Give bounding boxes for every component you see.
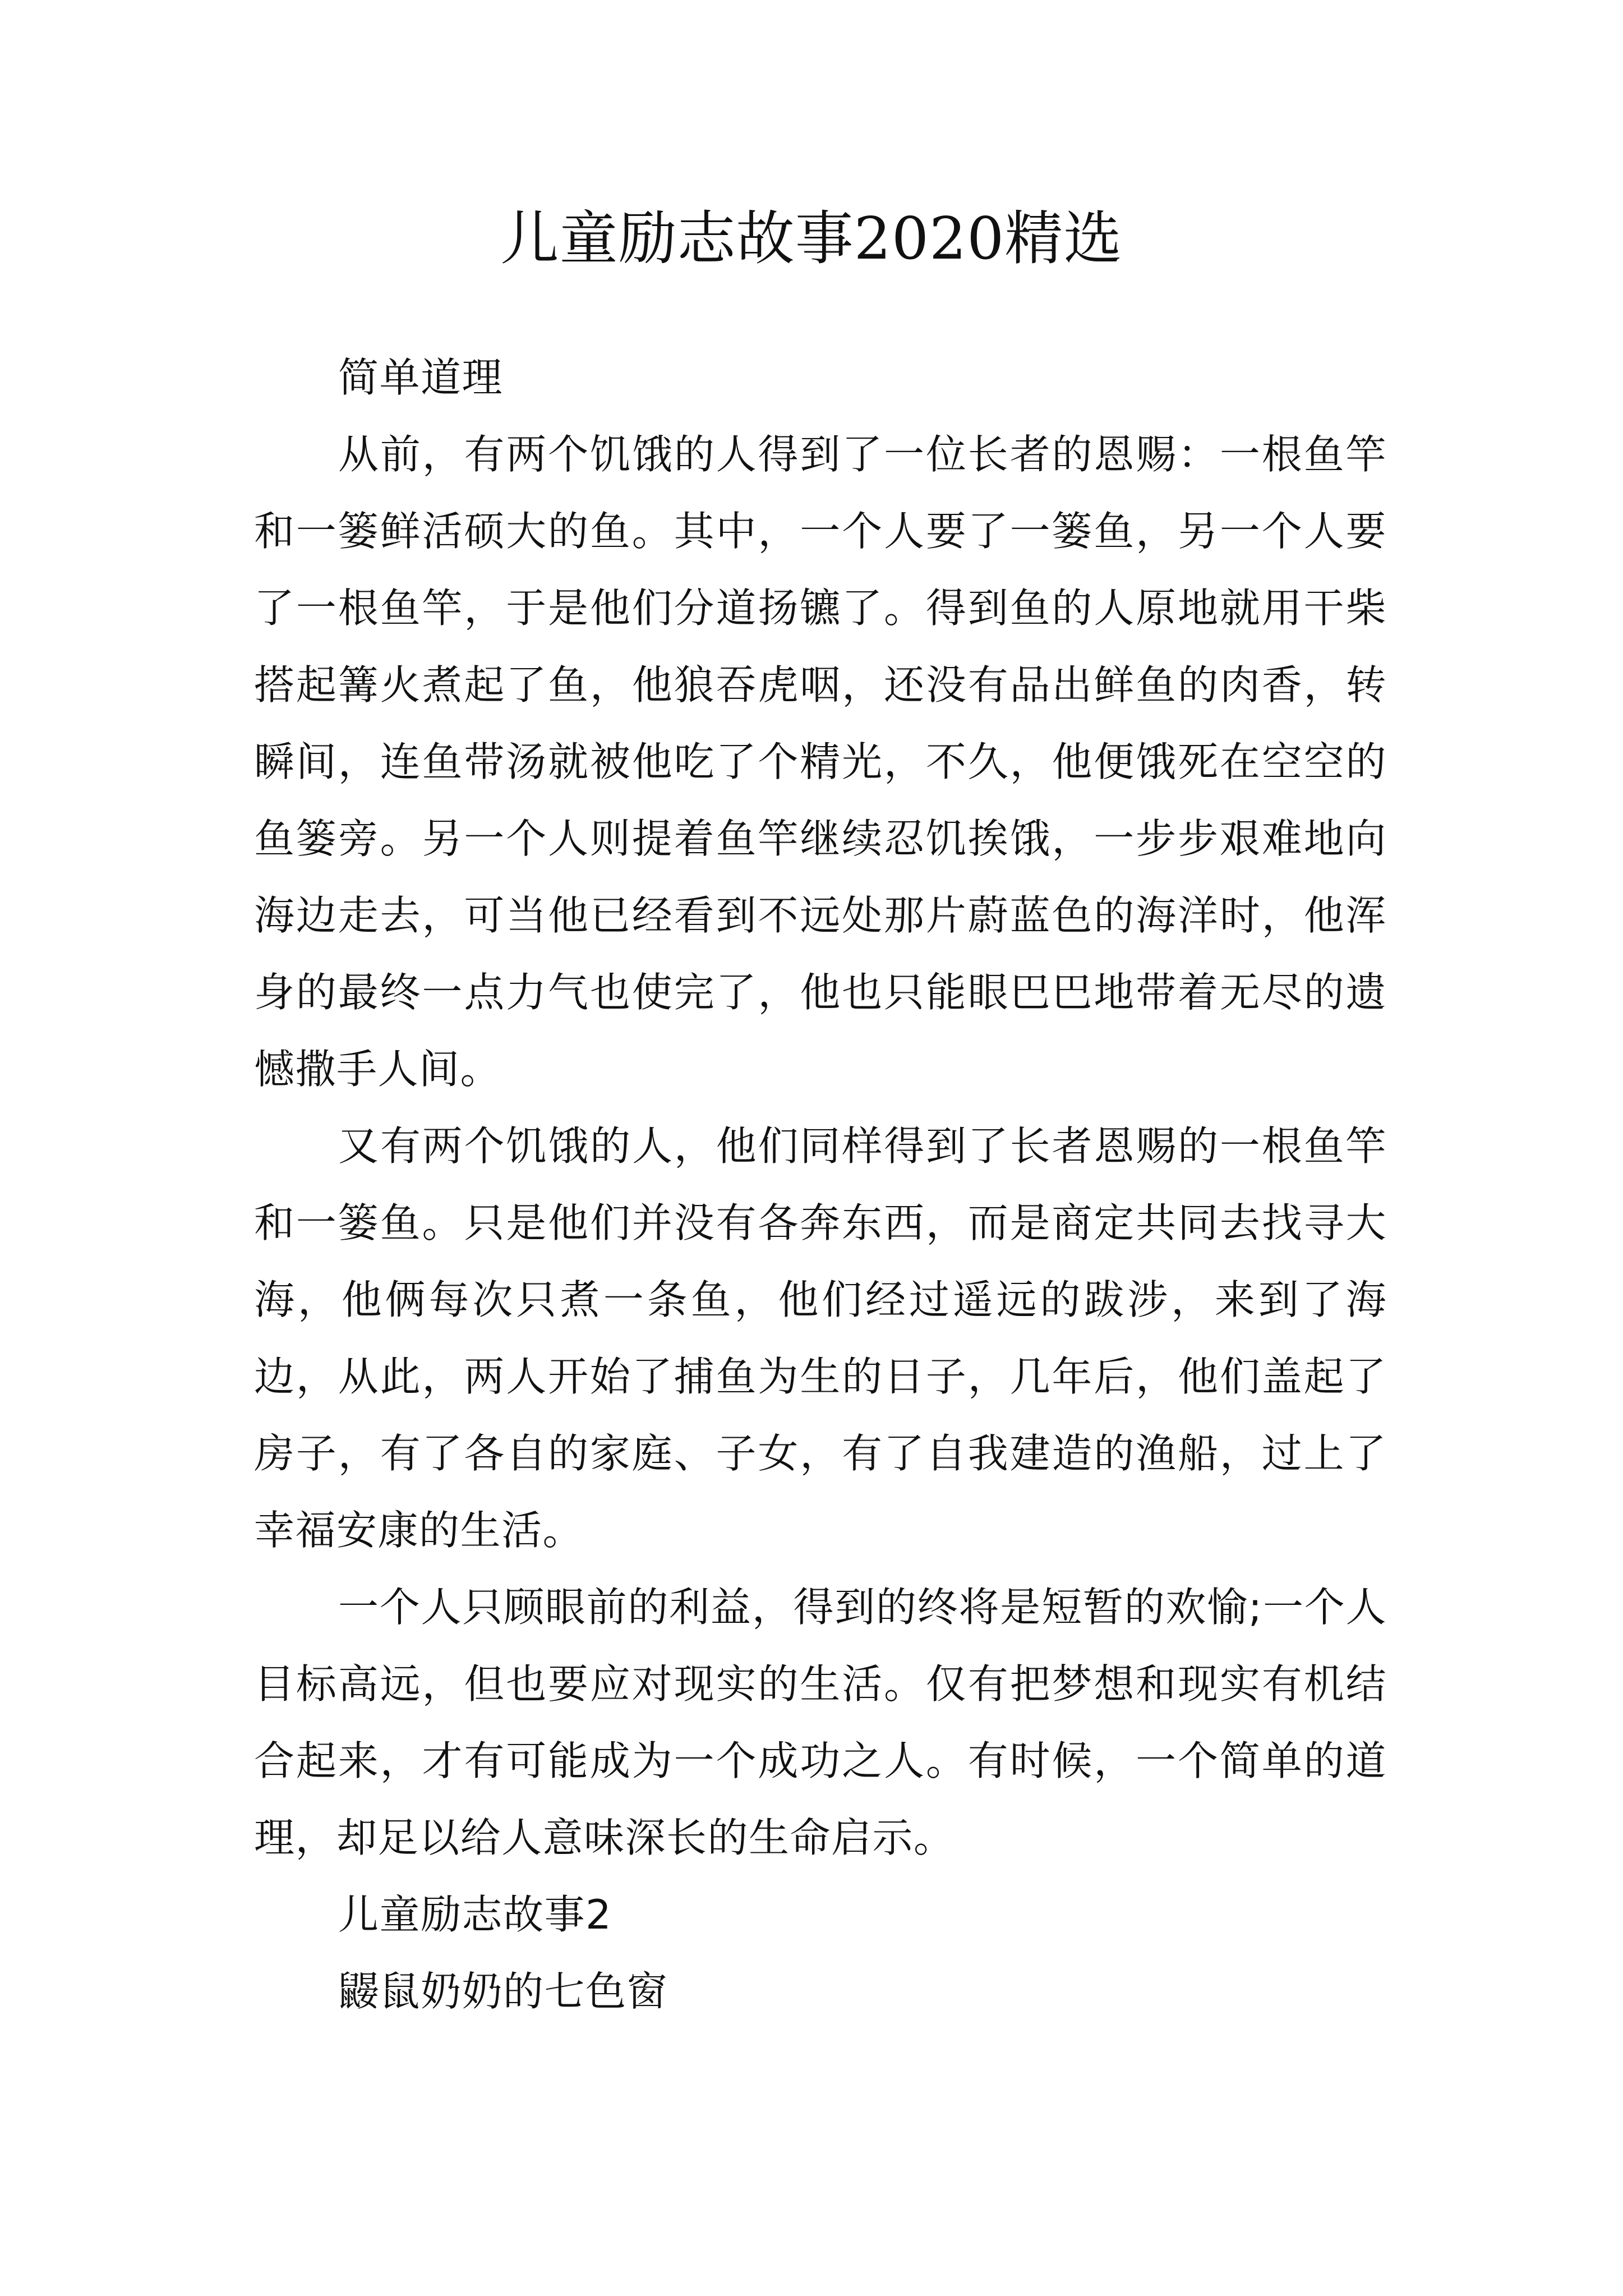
paragraph-moral: 一个人只顾眼前的利益，得到的终将是短暂的欢愉;一个人目标高远，但也要应对现实的生活。仅有把梦想和现实有机结合起来，才有可能成为一个成功之人。有时候，一个简单的道理，却足以给人意味深长的生命启示。 [254,1584,1387,1861]
story-title-mole-grandma: 鼹鼠奶奶的七色窗 [338,1968,668,2015]
section-heading-story-2: 儿童励志故事2 [338,1891,612,1938]
section-heading-simple-truth: 简单道理 [338,354,504,401]
document-title: 儿童励志故事2020精选 [500,204,1123,273]
document-body [254,339,1387,2030]
paragraph-story-part-1: 从前，有两个饥饿的人得到了一位长者的恩赐：一根鱼竿和一篓鲜活硕大的鱼。其中，一个人要了一篓鱼，另一个人要了一根鱼竿，于是他们分道扬镳了。得到鱼的人原地就用干柴搭起篝火煮起了鱼，他狼吞虎咽，还没有品出鲜鱼的肉香，转瞬间，连鱼带汤就被他吃了个精光，不久，他便饿死在空空的鱼篓旁。另一个人则提着鱼竿继续忍饥挨饿，一步步艰难地向海边走去，可当他已经看到不远处那片蔚蓝色的海洋时，他浑身的最终一点力气也使完了，他也只能眼巴巴地带着无尽的遗憾撒手人间。 [254,431,1387,1093]
paragraph-story-part-2: 又有两个饥饿的人，他们同样得到了长者恩赐的一根鱼竿和一篓鱼。只是他们并没有各奔东西，而是商定共同去找寻大海，他俩每次只煮一条鱼，他们经过遥远的跋涉，来到了海边，从此，两人开始了捕鱼为生的日子，几年后，他们盖起了房子，有了各自的家庭、子女，有了自我建造的渔船，过上了幸福安康的生活。 [254,1122,1387,1554]
